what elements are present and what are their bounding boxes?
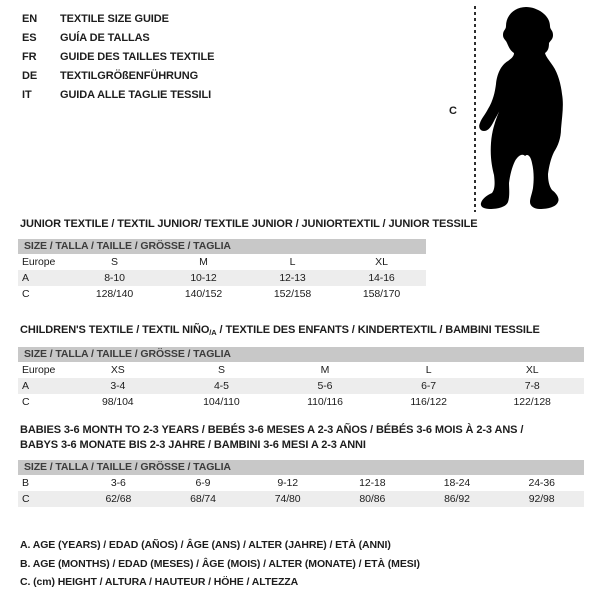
footnotes: [20, 536, 420, 592]
language-code: EN: [22, 13, 38, 25]
size-header-bar: SIZE / TALLA / TAILLE / GRÖSSE / TAGLIA: [18, 347, 584, 362]
junior-size-table: [18, 254, 426, 302]
children-size-table: [18, 362, 584, 410]
footnote-b: B. AGE (MONTHS) / EDAD (MESES) / ÂGE (MOIS) / ALTER (MONATE) / ETÀ (MESI): [20, 557, 420, 570]
size-cell: XL: [375, 256, 388, 268]
title-part: / TEXTILE DES ENFANTS / KINDERTEXTIL / BAMBINI TESSILE: [216, 324, 540, 336]
size-cell: 24-36: [528, 477, 555, 489]
size-cell: 6-7: [421, 380, 437, 392]
size-cell: 12-13: [279, 272, 306, 284]
size-cell: 3-6: [110, 477, 126, 489]
size-cell: 80/86: [359, 493, 386, 505]
language-code: DE: [22, 70, 38, 82]
size-cell: 14-16: [368, 272, 395, 284]
size-header-bar: SIZE / TALLA / TAILLE / GRÖSSE / TAGLIA: [18, 239, 426, 254]
row-label-cell: C: [22, 288, 30, 300]
size-cell: 92/98: [528, 493, 555, 505]
size-cell: S: [217, 364, 225, 376]
size-cell: 74/80: [274, 493, 301, 505]
row-label-cell: C: [22, 493, 30, 505]
language-title: TEXTILGRÖßENFÜHRUNG: [60, 70, 199, 82]
size-cell: 4-5: [213, 380, 229, 392]
size-cell: M: [320, 364, 330, 376]
table-row: [18, 394, 584, 410]
junior-table: [18, 239, 426, 302]
size-cell: 5-6: [317, 380, 333, 392]
table-row: [18, 286, 426, 302]
table-row: [18, 491, 584, 507]
size-cell: 7-8: [524, 380, 540, 392]
size-cell: L: [425, 364, 432, 376]
language-title: GUÍA DE TALLAS: [60, 32, 150, 44]
size-cell: L: [289, 256, 296, 268]
row-label-cell: Europe: [22, 364, 56, 376]
language-title: GUIDA ALLE TAGLIE TESSILI: [60, 89, 212, 101]
language-title: GUIDE DES TAILLES TEXTILE: [60, 51, 215, 63]
table-row: [18, 270, 426, 286]
size-cell: 128/140: [95, 288, 134, 300]
language-code: IT: [22, 89, 32, 101]
babies-size-table: [18, 475, 584, 507]
size-cell: XL: [525, 364, 539, 376]
size-cell: 12-18: [359, 477, 386, 489]
children-table-title: [20, 324, 540, 336]
babies-title-line1: BABIES 3-6 MONTH TO 2-3 YEARS / BEBÉS 3-6 MESES A 2-3 AÑOS / BÉBÉS 3-6 MOIS À 2-3 ANS /: [20, 424, 524, 436]
row-label-cell: A: [22, 272, 29, 284]
language-row-es: [22, 29, 214, 48]
size-cell: 10-12: [190, 272, 217, 284]
language-list: [22, 10, 214, 105]
language-code: FR: [22, 51, 37, 63]
size-cell: 3-4: [110, 380, 126, 392]
size-cell: 104/110: [203, 396, 240, 408]
table-row: [18, 378, 584, 394]
babies-title-line2: BABYS 3-6 MONATE BIS 2-3 JAHRE / BAMBINI 3-6 MESI A 2-3 ANNI: [20, 438, 366, 451]
children-table: [18, 347, 584, 410]
size-cell: 6-9: [195, 477, 211, 489]
size-cell: 9-12: [277, 477, 298, 489]
row-label-cell: Europe: [22, 256, 56, 268]
row-label-cell: A: [22, 380, 29, 392]
size-cell: 122/128: [513, 396, 551, 408]
size-cell: XS: [110, 364, 125, 376]
title-part: CHILDREN'S TEXTILE / TEXTIL NIÑO: [20, 324, 210, 336]
size-cell: 98/104: [102, 396, 134, 408]
babies-table-title: [20, 423, 523, 452]
size-cell: 140/152: [184, 288, 223, 300]
size-cell: M: [199, 256, 208, 268]
table-row: [18, 362, 584, 378]
size-cell: 152/158: [273, 288, 312, 300]
row-label-cell: C: [22, 396, 30, 408]
language-row-en: [22, 10, 214, 29]
language-row-fr: [22, 48, 214, 67]
row-label-cell: B: [22, 477, 29, 489]
size-cell: S: [111, 256, 118, 268]
size-cell: 86/92: [444, 493, 470, 505]
language-title: TEXTILE SIZE GUIDE: [60, 13, 169, 25]
language-code: ES: [22, 32, 37, 44]
title-part-subscript: /A: [209, 328, 217, 337]
junior-table-title: JUNIOR TEXTILE / TEXTIL JUNIOR/ TEXTILE JUNIOR / JUNIORTEXTIL / JUNIOR TESSILE: [20, 218, 478, 230]
size-cell: 68/74: [190, 493, 216, 505]
height-label-c: C: [449, 105, 457, 117]
size-cell: 158/170: [362, 288, 401, 300]
footnote-a: A. AGE (YEARS) / EDAD (AÑOS) / ÂGE (ANS) / ALTER (JAHRE) / ETÀ (ANNI): [20, 539, 391, 551]
size-cell: 116/122: [410, 396, 447, 408]
height-dotted-line: [474, 6, 476, 212]
language-row-it: [22, 86, 214, 105]
table-row: [18, 475, 584, 491]
size-cell: 110/116: [307, 396, 343, 408]
size-cell: 62/68: [105, 493, 132, 505]
size-cell: 8-10: [104, 272, 125, 284]
babies-table: [18, 460, 584, 507]
size-cell: 18-24: [443, 477, 471, 489]
language-row-de: [22, 67, 214, 86]
table-row: [18, 254, 426, 270]
footnote-c: C. (cm) HEIGHT / ALTURA / HAUTEUR / HÖHE / ALTEZZA: [20, 576, 299, 588]
baby-silhouette-icon: [478, 4, 574, 214]
size-header-bar: SIZE / TALLA / TAILLE / GRÖSSE / TAGLIA: [18, 460, 584, 475]
